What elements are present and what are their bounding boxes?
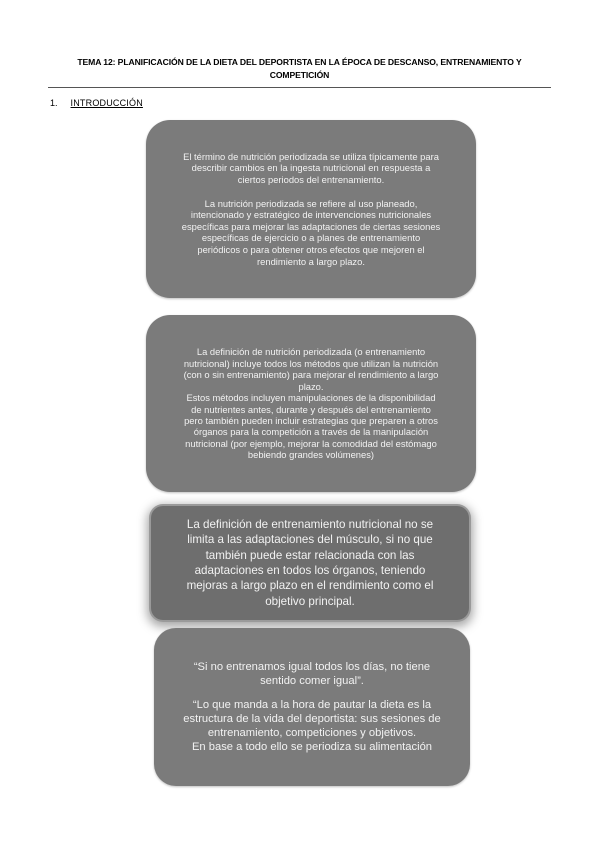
- box2-line: nutricional) incluye todos los métodos que utilizan la nutrición: [183, 357, 439, 369]
- box1-line: describir cambios en la ingesta nutricional en respuesta a: [191, 162, 431, 174]
- box3-line: mejoras a largo plazo en el rendimiento como el: [186, 579, 434, 593]
- info-box-quotes: [154, 628, 470, 786]
- box3-line: adaptaciones en todos los órganos, teniendo: [194, 564, 426, 577]
- box2-line: de nutrientes antes, durante y después del entrenamiento: [191, 403, 431, 415]
- box1-line: intencionado y estratégico de intervenciones nutricionales: [190, 209, 432, 221]
- box3-line: La definición de entrenamiento nutricional no se: [186, 517, 434, 531]
- box1-line: La nutrición periodizada se refiere al uso planeado,: [204, 197, 418, 209]
- title-divider: [48, 87, 551, 88]
- box2-line: La definición de nutrición periodizada (o entrenamiento: [196, 346, 426, 358]
- box2-line: pero también pueden incluir estrategias que preparen a otros: [184, 414, 438, 426]
- box4-line: estructura de la vida del deportista: sus sesiones de: [183, 713, 441, 725]
- box4-line: “Lo que manda a la hora de pautar la dieta es la: [192, 699, 432, 711]
- info-box-periodized-nutrition-term: [146, 120, 476, 298]
- box3-line: también puede estar relacionada con las: [205, 548, 415, 562]
- document-title-line-2: COMPETICIÓN: [269, 70, 330, 80]
- box1-line: rendimiento a largo plazo.: [257, 255, 365, 267]
- info-box-definition-methods: [146, 315, 476, 492]
- box1-line: El término de nutrición periodizada se utiliza típicamente para: [183, 150, 439, 162]
- info-box-training-definition: [151, 506, 469, 620]
- box2-line: nutricional (por ejemplo, mejorar la comodidad del estómago: [185, 437, 437, 449]
- box1-line: específicas de ejercicio o a planes de entrenamiento: [201, 232, 421, 244]
- box3-line: objetivo principal.: [265, 594, 355, 608]
- document-title-line-1: TEMA 12: PLANIFICACIÓN DE LA DIETA DEL DEPORTISTA EN LA ÉPOCA DE DESCANSO, ENTRENAMIENTO Y: [77, 57, 522, 67]
- box2-line: Estos métodos incluyen manipulaciones de la disponibilidad: [186, 392, 436, 404]
- section-label: INTRODUCCIÓN: [70, 98, 143, 108]
- box4-line: “Si no entrenamos igual todos los días, no tiene: [193, 661, 431, 673]
- box2-line: órganos para la competición a través de la manipulación: [193, 426, 429, 438]
- box4-line: sentido comer igual”.: [260, 675, 364, 687]
- box4-line: entrenamiento, competiciones y objetivos.: [207, 727, 417, 739]
- document-title: [40, 56, 559, 82]
- box2-line: (con o sin entrenamiento) para mejorar el rendimiento a largo: [183, 369, 439, 381]
- box1-line: específicas para mejorar las adaptaciones de ciertas sesiones: [181, 220, 441, 232]
- box3-line: limita a las adaptaciones del músculo, si no que: [187, 533, 433, 547]
- box1-line: periódicos o para obtener otros efectos que mejoren el: [197, 243, 425, 255]
- section-heading: [50, 98, 143, 108]
- box4-line: En base a todo ello se periodiza su alimentación: [191, 741, 433, 753]
- box1-line: ciertos periodos del entrenamiento.: [237, 174, 385, 186]
- box2-line: bebiendo grandes volúmenes): [247, 449, 375, 461]
- box2-line: plazo.: [298, 380, 324, 392]
- section-number: 1.: [50, 98, 58, 108]
